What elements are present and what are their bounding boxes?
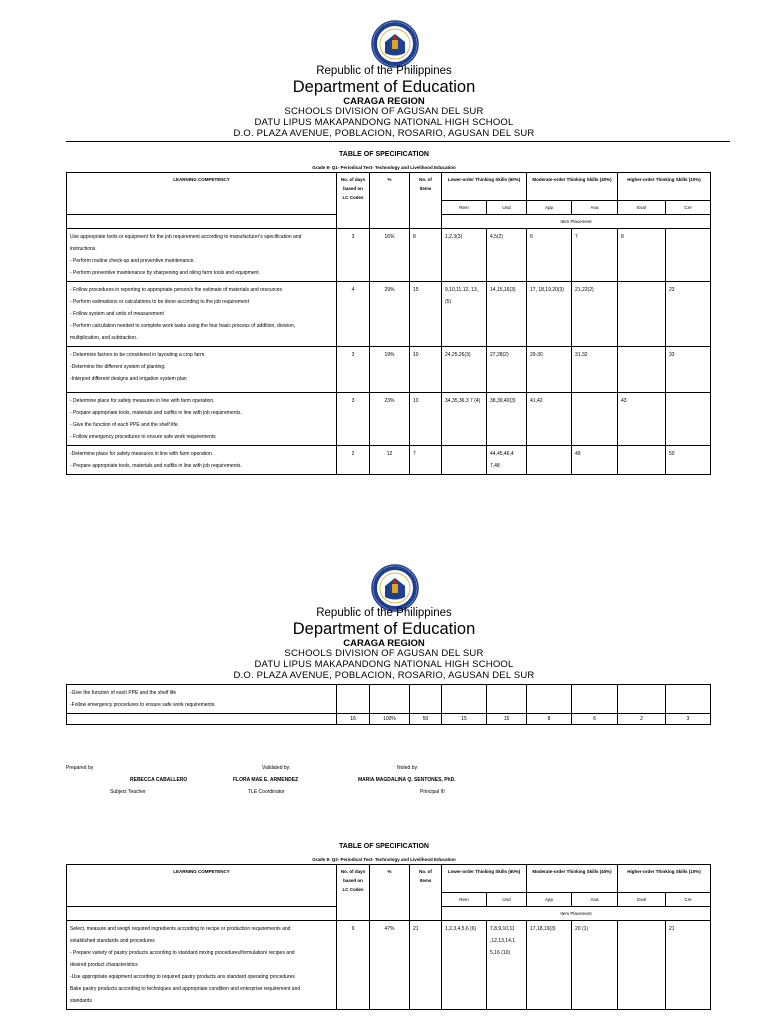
competency-line: Bake pastry products according to techniques and appropriate condition and enterprise requirement and — [70, 986, 301, 992]
header-lower-order: Lower-order Thinking Skills (60%) — [442, 865, 527, 893]
department-title: Department of Education — [292, 620, 476, 638]
cell-app: 6 — [527, 229, 572, 282]
competency-line: multiplication, and subtraction. — [70, 335, 138, 341]
competency-cell — [67, 393, 337, 446]
cell-cre: 50 — [666, 446, 711, 475]
competency-line: - Perform preventive maintenance by sharpening and oiling farm tools and equipment — [70, 270, 259, 276]
header-competency: LEARNING COMPETENCY — [67, 865, 337, 907]
noted-by-label: Noted by: — [397, 765, 419, 771]
competency-cell — [67, 446, 337, 475]
totals-row — [67, 714, 711, 725]
coordinator-role: TLE Coordinator — [248, 789, 285, 795]
cell-und: 27,28(2) — [487, 347, 527, 393]
cell-percent: 19% — [370, 347, 410, 393]
header-rem: Rem — [442, 893, 487, 907]
competency-cell — [67, 347, 337, 393]
header-cre: Cre — [666, 201, 711, 215]
cell-rem — [442, 446, 487, 475]
header-und: Und — [487, 201, 527, 215]
cell-days: 4 — [337, 282, 370, 347]
cell-cre: 23 — [666, 282, 711, 347]
cell-days: 2 — [337, 446, 370, 475]
cell-rem: 1,2,3,4,5,6 (6) — [442, 921, 487, 1010]
cell-app: 41,42 — [527, 393, 572, 446]
cell-items: 21 — [410, 921, 442, 1010]
competency-line: established standards and procedures — [70, 938, 155, 944]
header-item-placement: Item Placement — [442, 907, 711, 921]
header-higher-order: Higher-order Thinking Skills (10%) — [618, 865, 711, 893]
cell-und: 7,8,9,10,11 ,12,13,14,1 5,16 (10) — [487, 921, 527, 1010]
cell-items: 7 — [410, 446, 442, 475]
header-moderate-order: Moderate-order Thinking Skills (40%) — [527, 865, 618, 893]
cell-ana: 49 — [572, 446, 618, 475]
cell-percent: 47% — [370, 921, 410, 1010]
cell-rem: 9,10,11,12, 13,(5) — [442, 282, 487, 347]
cell-cre: 21 — [666, 921, 711, 1010]
cell-eval — [618, 282, 666, 347]
tos-subtitle-q2: Grade 8- Q2- Periodical Test- Technology and Livelihood Education — [312, 857, 456, 862]
competency-line: - Follow emergency procedures to ensure safe work requirements — [70, 434, 216, 440]
school-text: DATU LIPUS MAKAPANDONG NATIONAL HIGH SCHOOL — [254, 117, 514, 128]
cell-und: 4,5(2) — [487, 229, 527, 282]
cell-eval — [618, 347, 666, 393]
cell-ana — [572, 393, 618, 446]
header-eval: Eval — [618, 893, 666, 907]
competency-line: - Perform calculation needed to complete work tasks using the four basic process of addition, division, — [70, 323, 296, 329]
header-eval: Eval — [618, 201, 666, 215]
cell-days: 9 — [337, 921, 370, 1010]
cell-app — [527, 446, 572, 475]
republic-text: Republic of the Philippines — [316, 65, 452, 77]
cell-cre — [666, 229, 711, 282]
principal-name: MARIA MAGDALINA Q. SENTONES, PhD. — [358, 777, 456, 783]
header-days: No. of days based on LC Codes — [337, 865, 370, 921]
cell-percent: 23% — [370, 393, 410, 446]
address-text: D.O. PLAZA AVENUE, POBLACION, ROSARIO, AGUSAN DEL SUR — [233, 670, 535, 681]
cell-days: 3 — [337, 393, 370, 446]
header-und: Und — [487, 893, 527, 907]
competency-line: - Follow procedures in reporting to appropriate person/s the estimate of materials and resources — [70, 287, 283, 293]
cell-items: 8 — [410, 229, 442, 282]
cell-ana: 31,32 — [572, 347, 618, 393]
competency-row — [67, 393, 711, 446]
cell-eval — [618, 446, 666, 475]
header-item-placement: Item Placement — [442, 215, 711, 229]
tos-table-q2 — [66, 864, 711, 1010]
header-cre: Cre — [666, 893, 711, 907]
total-und: 15 — [487, 714, 527, 725]
competency-line: -Interpret different designs and irrigation system plan — [70, 376, 187, 382]
region-text: CARAGA REGION — [343, 638, 425, 649]
cell-und: 44,45,46,4 7,48 — [487, 446, 527, 475]
cell-ana: 7 — [572, 229, 618, 282]
tos-title-q1: TABLE OF SPECIFICATION — [339, 151, 429, 158]
header-app: App — [527, 893, 572, 907]
header-percent: % — [370, 173, 410, 229]
cell-eval: 43 — [618, 393, 666, 446]
total-ana: 6 — [572, 714, 618, 725]
school-text: DATU LIPUS MAKAPANDONG NATIONAL HIGH SCHOOL — [254, 659, 514, 670]
competency-line: -Follow emergency procedures to ensure safe work requirements. — [70, 702, 216, 708]
competency-line: -Determine the different system of planting. — [70, 364, 166, 370]
validated-by-label: Validated by: — [262, 765, 291, 771]
division-text: SCHOOLS DIVISION OF AGUSAN DEL SUR — [284, 106, 484, 117]
competency-line: -Determine place for safety measures in line with farm operation. — [70, 451, 214, 457]
teacher-name: REBECCA CABALLERO — [130, 777, 188, 783]
total-percent: 100% — [370, 714, 410, 725]
tos-continuation-table — [66, 684, 711, 725]
cell-rem: 24,25,26(3) — [442, 347, 487, 393]
header-items: No. of Items — [410, 173, 442, 229]
competency-line: Use appropriate tools or equipment for the job requirement according to manufacturer's specification and — [70, 234, 302, 240]
tos-subtitle-q1: Grade 8- Q1- Periodical Test- Technology and Livelihood Education — [312, 165, 456, 170]
competency-cell — [67, 282, 337, 347]
total-cre: 3 — [666, 714, 711, 725]
total-eval: 2 — [618, 714, 666, 725]
cell-app: 17, 18,19,20(3) — [527, 282, 572, 347]
header-ana: Ana — [572, 893, 618, 907]
cell-items: 10 — [410, 393, 442, 446]
header-days: No. of days based on LC Codes — [337, 173, 370, 229]
cell-days: 3 — [337, 347, 370, 393]
header-rem: Rem — [442, 201, 487, 215]
division-text: SCHOOLS DIVISION OF AGUSAN DEL SUR — [284, 648, 484, 659]
header-divider — [66, 141, 730, 142]
competency-line: - Follow system and units of measurement — [70, 311, 164, 317]
competency-cell — [67, 229, 337, 282]
header-blank — [67, 907, 337, 921]
cell-percent: 29% — [370, 282, 410, 347]
competency-line: -Use appropriate equipment according to required pastry products ans standard operating procedures — [70, 974, 295, 980]
competency-line: - Give the function of each PPE and the shelf life. — [70, 422, 179, 428]
cell-percent: 16% — [370, 229, 410, 282]
principal-role: Principal III — [420, 789, 445, 795]
republic-text: Republic of the Philippines — [316, 607, 452, 619]
cell-rem: 34,35,36,3 7 (4) — [442, 393, 487, 446]
cell-ana: 20 (1) — [572, 921, 618, 1010]
cell-items: 15 — [410, 282, 442, 347]
coordinator-name: FLORA MAE E. ARMENDEZ — [233, 777, 299, 783]
competency-line: instructions. — [70, 246, 97, 252]
cell-days: 3 — [337, 229, 370, 282]
header-moderate-order: Moderate-order Thinking Skills (40%) — [527, 173, 618, 201]
cell-und: 38,39,40(3) — [487, 393, 527, 446]
cell-und: 14,15,16(3) — [487, 282, 527, 347]
competency-row — [67, 282, 711, 347]
total-days: 16 — [337, 714, 370, 725]
competency-line: - Prepare variety of pastry products according to standard mixing procedures/formulation/ recipes and — [70, 950, 295, 956]
header-blank — [67, 215, 337, 229]
competency-cell — [67, 921, 337, 1010]
deped-seal-icon — [371, 20, 419, 68]
competency-line: standards — [70, 998, 92, 1004]
continuation-competency-cell — [67, 685, 337, 714]
total-rem: 15 — [442, 714, 487, 725]
total-app: 8 — [527, 714, 572, 725]
competency-row — [67, 446, 711, 475]
competency-line: Select, measure and weigh required ingredients according to recipe or production requirements and — [70, 926, 291, 932]
competency-line: - Prepare appropriate tools, materials and outfits in line with job requirements. — [70, 463, 242, 469]
header-lower-order: Lower-order Thinking Skills (60%) — [442, 173, 527, 201]
cell-cre — [666, 393, 711, 446]
prepared-by-label: Prepared by — [66, 765, 94, 771]
department-title: Department of Education — [292, 78, 476, 96]
cell-cre: 33 — [666, 347, 711, 393]
tos-table-q1 — [66, 172, 711, 475]
competency-line: - Perform routine check-up and preventive maintenance. — [70, 258, 195, 264]
header-items: No. of Items — [410, 865, 442, 921]
address-text: D.O. PLAZA AVENUE, POBLACION, ROSARIO, AGUSAN DEL SUR — [233, 128, 535, 139]
competency-row — [67, 229, 711, 282]
competency-line: -Give the function of each PPE and the shelf life — [70, 690, 177, 696]
region-text: CARAGA REGION — [343, 96, 425, 107]
header-ana: Ana — [572, 201, 618, 215]
cell-app: 29-30 — [527, 347, 572, 393]
competency-line: - Determine place for safety measures in line with farm operation. — [70, 398, 215, 404]
cell-items: 10 — [410, 347, 442, 393]
tos-title-q2: TABLE OF SPECIFICATION — [339, 843, 429, 850]
competency-line: - Prepare appropriate tools, materials and outfits in line with job requirements. — [70, 410, 242, 416]
header-higher-order: Higher-order Thinking Skills (10%) — [618, 173, 711, 201]
competency-row — [67, 347, 711, 393]
header-competency: LEARNING COMPETENCY — [67, 173, 337, 215]
competency-row — [67, 921, 711, 1010]
deped-seal-icon — [371, 564, 419, 612]
cell-ana: 21,22(2) — [572, 282, 618, 347]
cell-eval: 8 — [618, 229, 666, 282]
competency-line: - Determine factors to be considered in layouting a crop farm. — [70, 352, 206, 358]
cell-app: 17,18,19(3) — [527, 921, 572, 1010]
cell-eval — [618, 921, 666, 1010]
teacher-role: Subject Teacher — [110, 789, 146, 795]
cell-rem: 1,2,3(3) — [442, 229, 487, 282]
total-items: 50 — [410, 714, 442, 725]
cell-percent: 12 — [370, 446, 410, 475]
header-app: App — [527, 201, 572, 215]
competency-line: desired product characteristics — [70, 962, 138, 968]
header-percent: % — [370, 865, 410, 921]
competency-line: - Perform estimations or calculations to be done according to the job requirement — [70, 299, 249, 305]
